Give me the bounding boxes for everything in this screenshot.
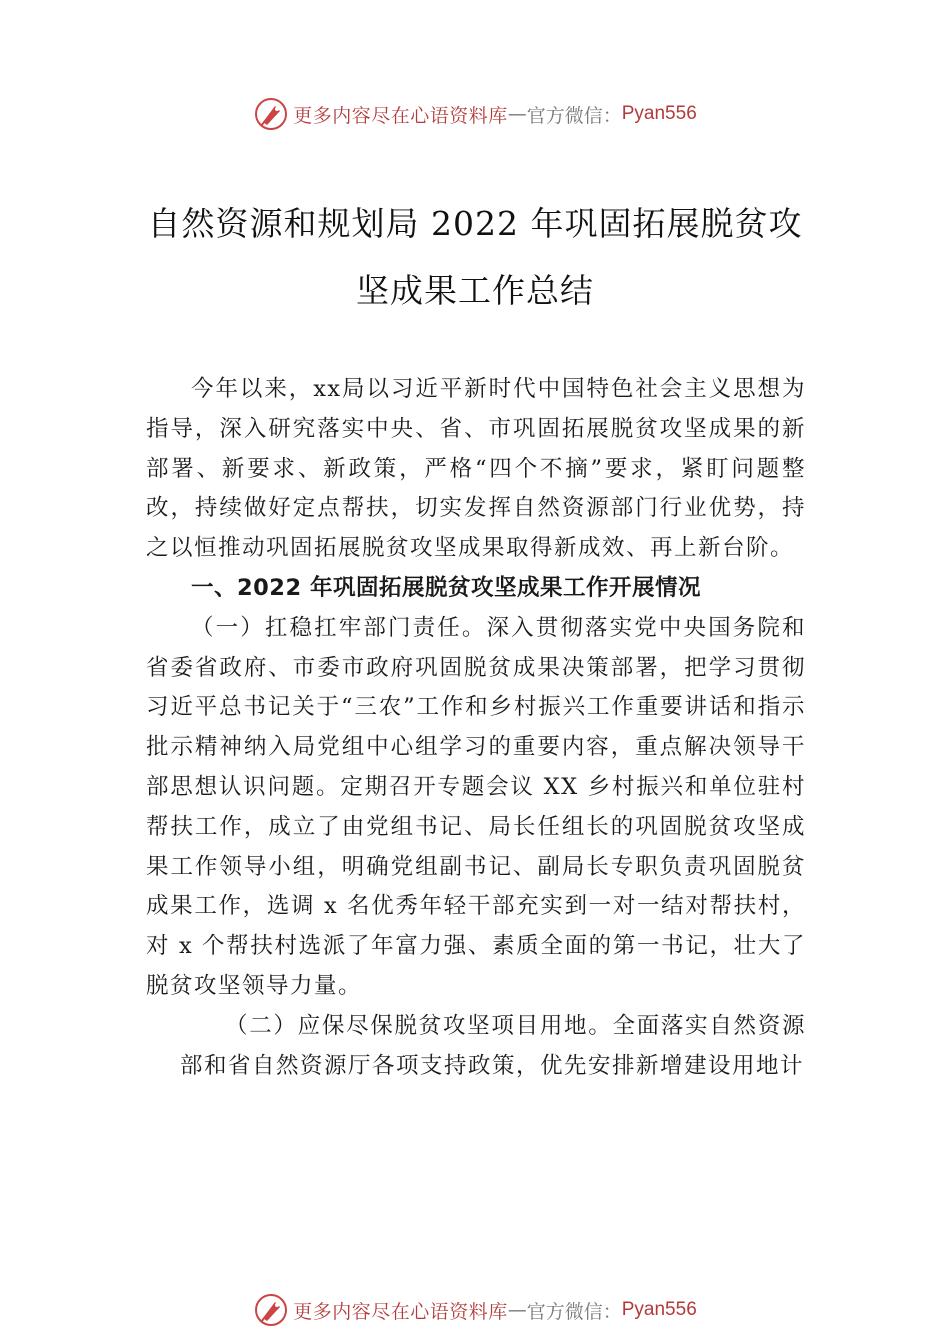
document-title-line2: 坚成果工作总结 bbox=[356, 271, 594, 310]
banner-wechat-label: 官方微信： bbox=[526, 104, 622, 127]
banner-text: 更多内容尽在心语资料库 bbox=[293, 104, 508, 127]
banner-wechat-label: 官方微信： bbox=[526, 1300, 622, 1323]
document-body bbox=[146, 370, 806, 1086]
pen-nib-logo-icon bbox=[253, 1292, 289, 1328]
banner-text: 更多内容尽在心语资料库 bbox=[293, 1300, 508, 1323]
paragraph-responsibility: （一）扛稳扛牢部门责任。深入贯彻落实党中央国务院和省委省政府、市委市政府巩固脱贫成果决策部署，把学习贯彻习近平总书记关于“三农”工作和乡村振兴工作重要讲话和指示批示精神纳入局党组中心组学习的重要内容，重点解决领导干部思想认识问题。定期召开专题会议 XX 乡村振兴和单位驻村帮扶工作，成立了由党组书记、局长任组长的巩固脱贫攻坚成果工作领导小组，明确党组副书记、副局长专职负责巩固脱贫成果工作，选调 x 名优秀年轻干部充实到一对一结对帮扶村，对 x 个帮扶村选派了年富力强、素质全面的第一书记，壮大了脱贫攻坚领导力量。 bbox=[146, 614, 806, 999]
paragraph-intro: 今年以来，xx局以习近平新时代中国特色社会主义思想为指导，深入研究落实中央、省、市巩固拓展脱贫攻坚成果的新部署、新要求、新政策，严格“四个不摘”要求，紧盯问题整改，持续做好定点帮扶，切实发挥自然资源部门行业优势，持之以恒推动巩固拓展脱贫攻坚成果取得新成效、再上新台阶。 bbox=[146, 376, 806, 562]
banner-dash: — bbox=[507, 103, 527, 125]
banner-wechat-id: Pyan556 bbox=[621, 103, 697, 124]
paragraph-land-use: （二）应保尽保脱贫攻坚项目用地。全面落实自然资源部和省自然资源厅各项支持政策，优先安排新增建设用地计 bbox=[180, 1012, 806, 1079]
header-watermark-banner bbox=[0, 94, 950, 134]
footer-watermark-banner bbox=[0, 1290, 950, 1330]
banner-dash: — bbox=[507, 1299, 527, 1321]
pen-nib-logo-icon bbox=[253, 96, 289, 132]
document-title-line1: 自然资源和规划局 2022 年巩固拓展脱贫攻 bbox=[147, 204, 803, 243]
banner-wechat-id: Pyan556 bbox=[621, 1299, 697, 1320]
section-heading-1: 一、2022 年巩固拓展脱贫攻坚成果工作开展情况 bbox=[191, 574, 701, 601]
